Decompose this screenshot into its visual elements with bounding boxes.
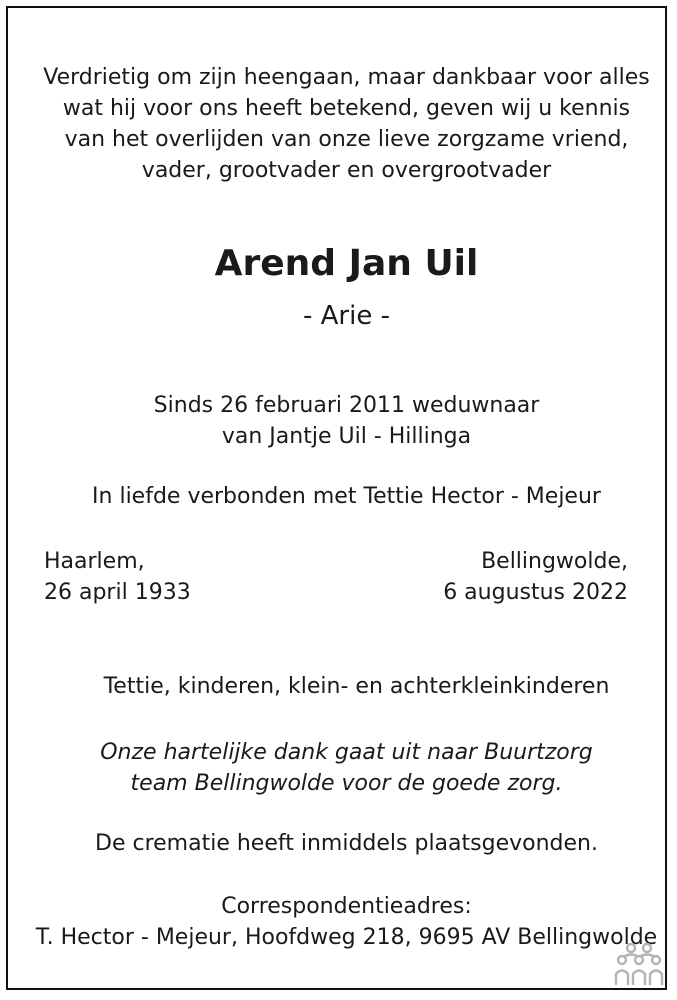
cremation-text: De crematie heeft inmiddels plaatsgevonden. [95, 831, 598, 856]
death-date: 6 augustus 2022 [443, 580, 628, 605]
notice-border [6, 6, 667, 990]
death-place: Bellingwolde, [481, 549, 628, 574]
intro-line: wat hij voor ons heeft betekend, geven wij u kennis [62, 96, 631, 121]
death-info [443, 546, 628, 608]
partner-text: In liefde verbonden met Tettie Hector - Mejeur [92, 484, 601, 509]
widow-line: Sinds 26 februari 2011 weduwnaar [153, 393, 540, 418]
deceased-name: Arend Jan Uil [214, 243, 479, 284]
correspondence-label: Correspondentieadres: [221, 894, 472, 919]
intro-line: Verdrietig om zijn heengaan, maar dankbaar voor alles [43, 65, 650, 90]
intro-line: vader, grootvader en overgrootvader [141, 158, 552, 183]
family-text: Tettie, kinderen, klein- en achterkleinkinderen [103, 674, 610, 699]
thanks-line: Onze hartelijke dank gaat uit naar Buurtzorg [100, 740, 593, 765]
thanks-text [8, 737, 677, 799]
birth-place: Haarlem, [44, 549, 145, 574]
intro-text [8, 62, 677, 186]
birth-info [44, 546, 191, 608]
birth-date: 26 april 1933 [44, 580, 191, 605]
deceased-nickname: - Arie - [303, 301, 390, 331]
widow-text [8, 390, 677, 452]
correspondence-address [8, 891, 677, 953]
widow-line: van Jantje Uil - Hillinga [221, 424, 472, 449]
correspondence-address-line: T. Hector - Mejeur, Hoofdweg 218, 9695 AV Bellingwolde [35, 925, 658, 950]
thanks-line: team Bellingwolde voor de goede zorg. [130, 771, 563, 796]
intro-line: van het overlijden van onze lieve zorgzame vriend, [64, 127, 629, 152]
people-group-icon [614, 940, 664, 990]
